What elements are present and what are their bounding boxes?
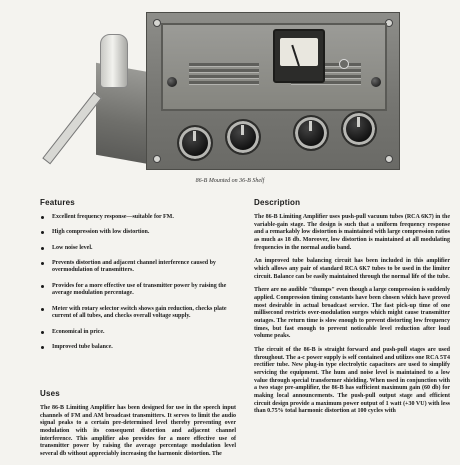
uses-heading: Uses <box>40 389 60 398</box>
vent-slot <box>189 75 259 79</box>
control-knob <box>293 115 329 151</box>
panel-fastener-knob <box>371 77 381 87</box>
photo-caption: 86-B Mounted on 36-B Shelf <box>195 178 265 184</box>
uses-paragraph: The 86-B Limiting Amplifier has been designed for use in the speech input channels of FM and AM broadcast transmitters. It serves to limit the audio signal peaks to a certain pre-determined level thereby preventing over modulation with its consequent distortion and adjacent channel interference. This amplifier also provides for a more effective use of transmitter power by raising the average percentage modulation level several db without appreciably increasing the harmonic distortion. The <box>40 405 236 458</box>
feature-item: High compression with low distortion. <box>40 229 236 237</box>
control-knob <box>225 119 261 155</box>
vacuum-tube <box>100 34 128 88</box>
panel-screw <box>385 155 393 163</box>
description-paragraph: The 86-B Limiting Amplifier uses push-pull vacuum tubes (RCA 6K7) in the variable-gain stage. The design is such that a uniform frequency response and a remarkably low distortion is maintained with large compression ratios as much as 18 db. Moreover, low distortion is maintained at all modulating frequencies in the normal audio band. <box>254 214 450 251</box>
feature-item: Low noise level. <box>40 245 236 253</box>
features-heading: Features <box>40 198 75 207</box>
feature-item: Excellent frequency response—suitable for FM. <box>40 214 236 222</box>
meter-face <box>280 38 318 66</box>
description-heading: Description <box>254 198 301 207</box>
features-list <box>40 214 236 352</box>
feature-item: Meter with rotary selector switch shows gain reduction, checks plate current of all tubes, and checks overall voltage supply. <box>40 306 236 321</box>
panel-screw <box>153 19 161 27</box>
uses-section <box>40 389 236 465</box>
amplifier-front-panel <box>146 12 400 170</box>
rca-logo-icon <box>339 59 349 69</box>
panel-screw <box>153 155 161 163</box>
vu-meter <box>273 29 325 83</box>
feature-item: Prevents distortion and adjacent channel interference caused by overmodulation of transmitters. <box>40 260 236 275</box>
shelf-brace <box>42 92 102 164</box>
description-paragraph: There are no audible "thumps" even though a large compression is suddenly applied. Compression timing constants have been chosen which have proved most desirable in actual broadcast service. The fast pick-up time of one millisecond restricts over-modulation surges which might cause transmitter outages. The return time is slow enough to prevent distorting low frequency times, but fast enough to prevent noticeable level reduction after loud volume peaks. <box>254 287 450 340</box>
product-photo <box>78 0 398 172</box>
panel-fastener-knob <box>167 77 177 87</box>
description-section <box>254 198 450 422</box>
meter-needle <box>291 45 300 66</box>
control-knob <box>341 111 377 147</box>
description-paragraph: The circuit of the 86-B is straight forward and push-pull stages are used throughout. The a-c power supply is self contained and utilizes one RCA 5T4 rectifier tube. New plug-in type electrolytic capacitors are used to simplify servicing the equipment. The hum and noise level is maintained to a low value through special transformer shielding. When used in conjunction with a two stage pre-amplifier, the 86-B has sufficient maximum gain (60 db) for making local announcements. The push-pull output stage and efficient circuit design provide a maximum power output of 1 watt (+30 VU) with less than 0.75% total harmonic distortion at 100 cycles with <box>254 347 450 415</box>
control-knob <box>177 125 213 161</box>
panel-cover <box>161 23 387 111</box>
vent-slot <box>189 69 259 73</box>
description-paragraph: An improved tube balancing circuit has been included in this amplifier which allows any pair of standard RCA 6K7 tubes to be used in the limiter circuit. Balance can be easily maintained through the normal life of the tube. <box>254 258 450 280</box>
vent-slot <box>189 63 259 67</box>
features-section <box>40 198 236 359</box>
feature-item: Economical in price. <box>40 329 236 337</box>
vent-slot <box>189 81 259 85</box>
feature-item: Improved tube balance. <box>40 344 236 352</box>
feature-item: Provides for a more effective use of transmitter power by raising the average modulation percentage. <box>40 283 236 298</box>
